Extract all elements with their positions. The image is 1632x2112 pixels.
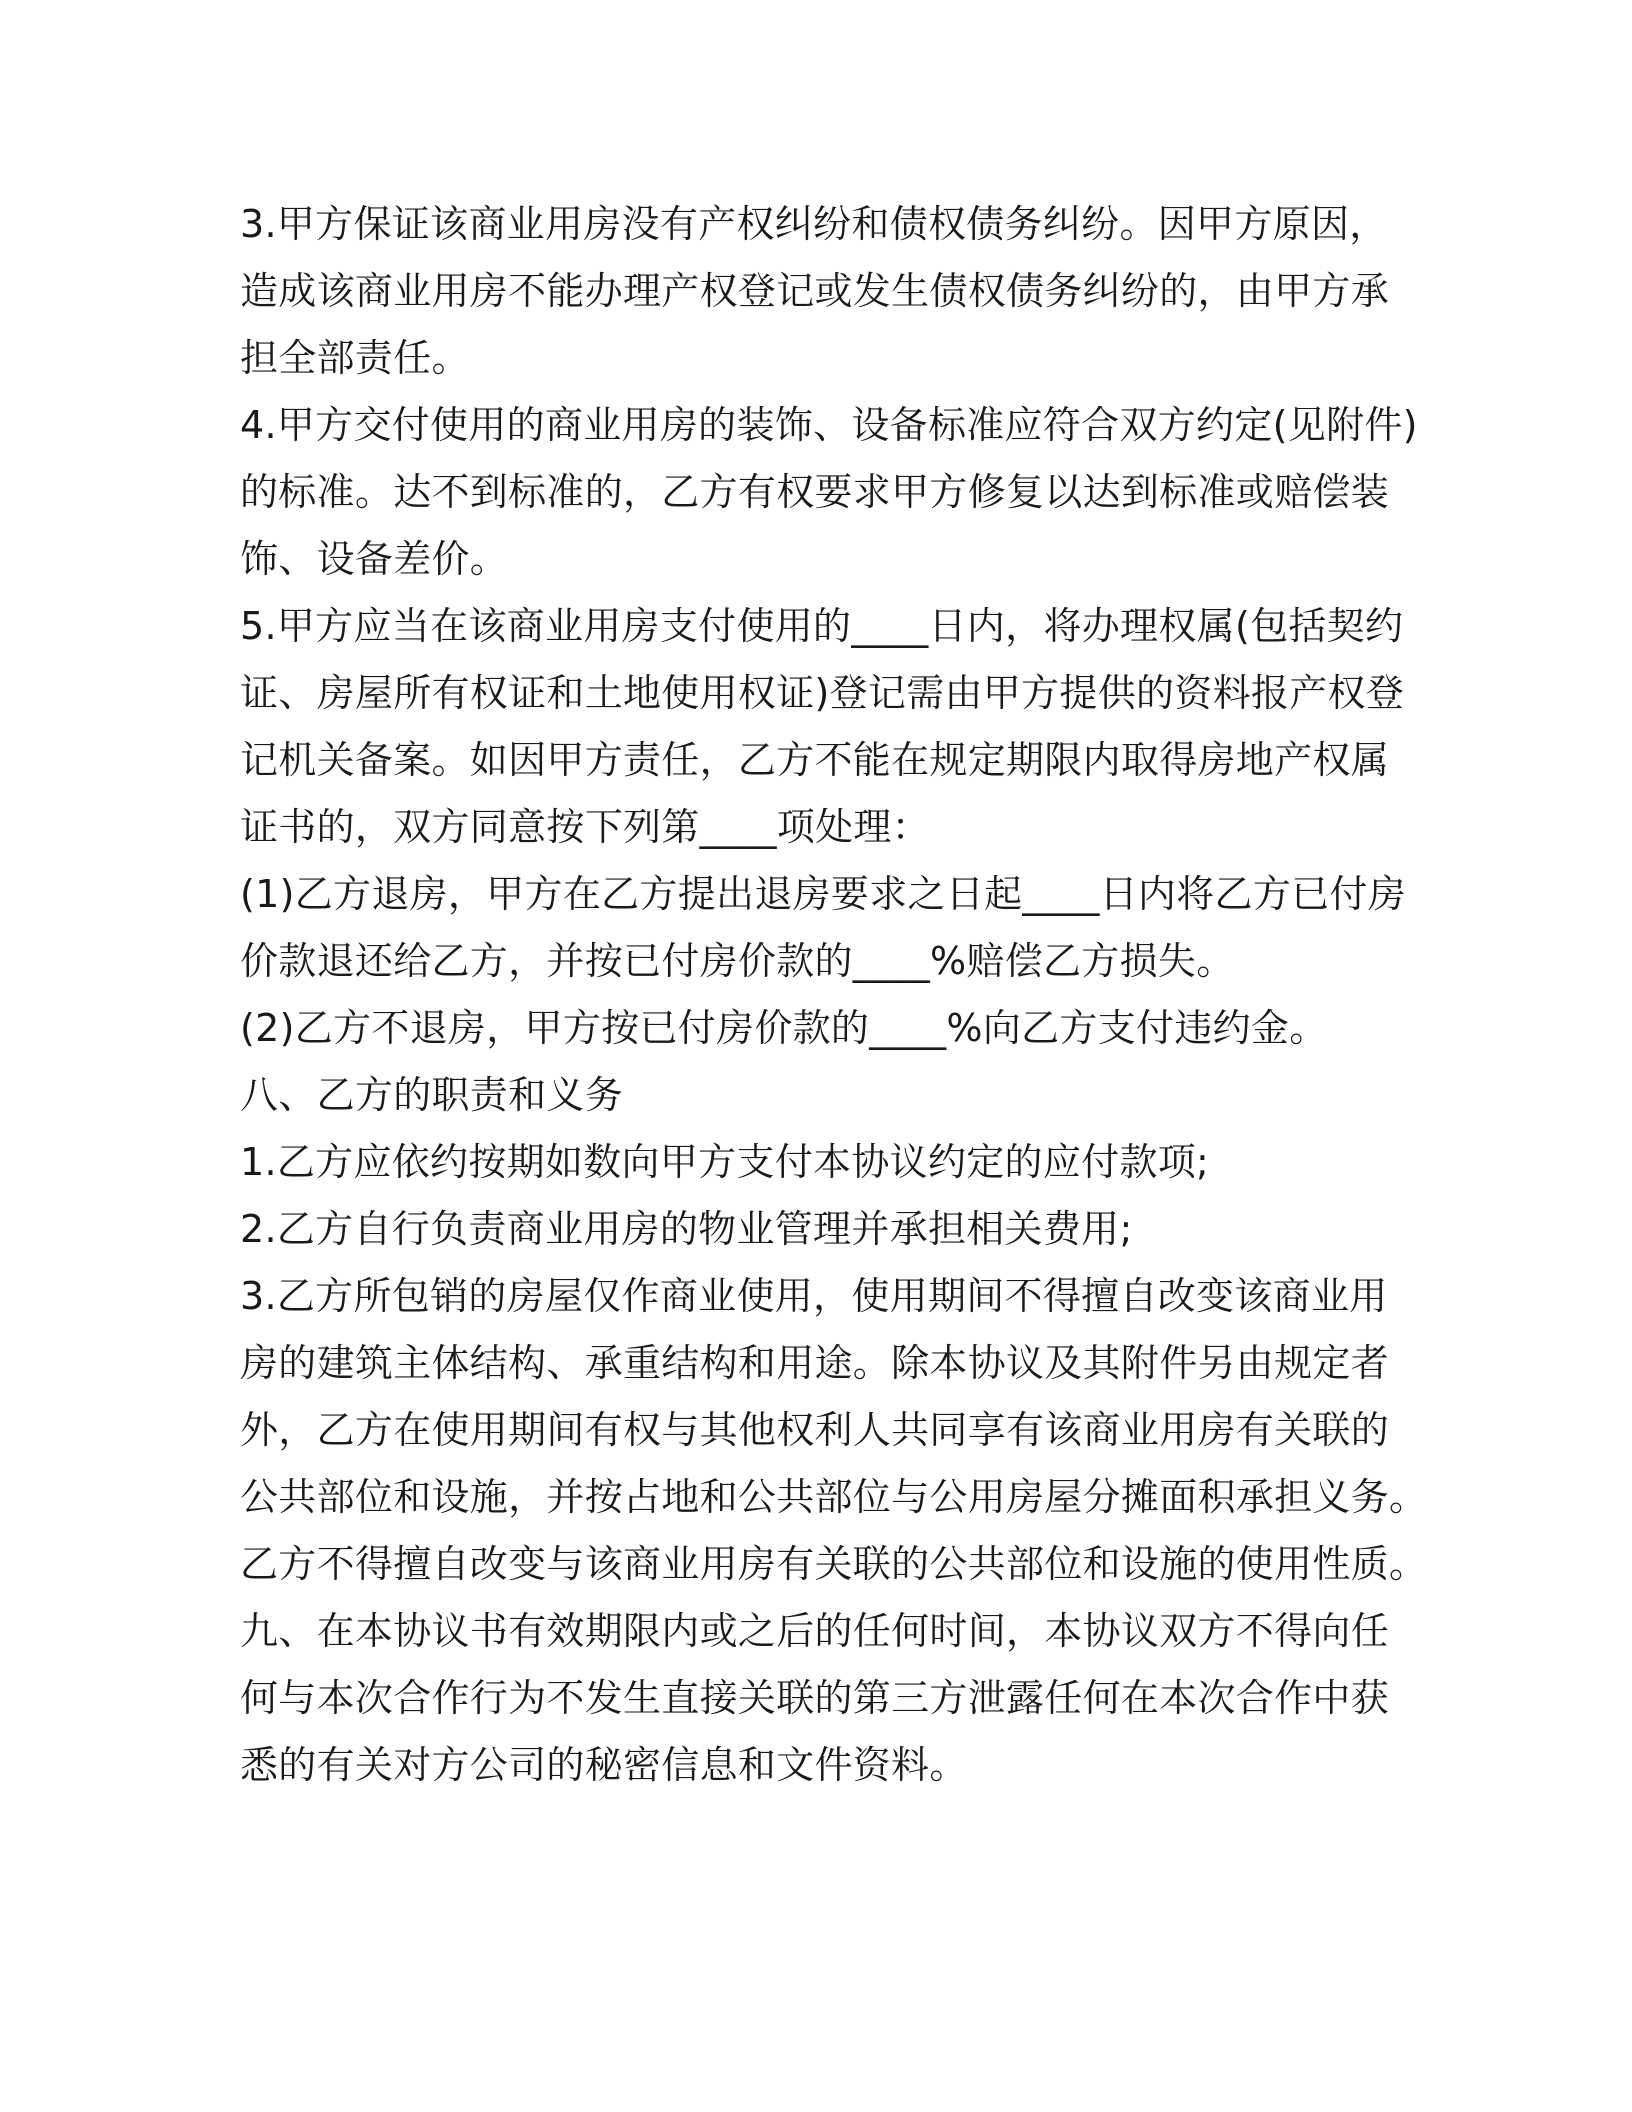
text-line: 外，乙方在使用期间有权与其他权利人共同享有该商业用房有关联的 [240,1408,1390,1452]
text-line: 4.甲方交付使用的商业用房的装饰、设备标准应符合双方约定(见附件) [240,403,1418,447]
text-line: 造成该商业用房不能办理产权登记或发生债权债务纠纷的，由甲方承 [240,269,1390,313]
text-line: 的标准。达不到标准的，乙方有权要求甲方修复以达到标准或赔偿装 [240,470,1390,514]
section-heading: 八、乙方的职责和义务 [240,1073,624,1117]
text-line: 乙方不得擅自改变与该商业用房有关联的公共部位和设施的使用性质。 [240,1542,1428,1586]
text-line: 公共部位和设施，并按占地和公共部位与公用房屋分摊面积承担义务。 [240,1475,1428,1519]
text-line: 担全部责任。 [240,336,470,380]
text-line: 3.乙方所包销的房屋仅作商业使用，使用期间不得擅自改变该商业用 [240,1274,1388,1318]
text-line: 饰、设备差价。 [240,537,509,581]
text-line: 证书的，双方同意按下列第____项处理： [240,805,931,849]
text-line: 2.乙方自行负责商业用房的物业管理并承担相关费用; [240,1207,1133,1251]
text-line: 价款退还给乙方，并按已付房价款的____%赔偿乙方损失。 [240,939,1235,983]
text-line: 1.乙方应依约按期如数向甲方支付本协议约定的应付款项; [240,1140,1210,1184]
text-line: 房的建筑主体结构、承重结构和用途。除本协议及其附件另由规定者 [240,1341,1390,1385]
text-line: 悉的有关对方公司的秘密信息和文件资料。 [240,1743,968,1787]
text-line: (1)乙方退房，甲方在乙方提出退房要求之日起____日内将乙方已付房 [240,872,1407,916]
text-line: 何与本次合作行为不发生直接关联的第三方泄露任何在本次合作中获 [240,1676,1390,1720]
text-line: (2)乙方不退房，甲方按已付房价款的____%向乙方支付违约金。 [240,1006,1328,1050]
section-heading: 九、在本协议书有效期限内或之后的任何时间，本协议双方不得向任 [240,1609,1390,1653]
text-line: 证、房屋所有权证和土地使用权证)登记需由甲方提供的资料报产权登 [240,671,1405,715]
document-body [240,191,1428,1799]
text-line: 5.甲方应当在该商业用房支付使用的____日内，将办理权属(包括契约 [240,604,1404,648]
text-line: 3.甲方保证该商业用房没有产权纠纷和债权债务纠纷。因甲方原因， [240,202,1388,246]
text-line: 记机关备案。如因甲方责任，乙方不能在规定期限内取得房地产权属 [240,738,1390,782]
